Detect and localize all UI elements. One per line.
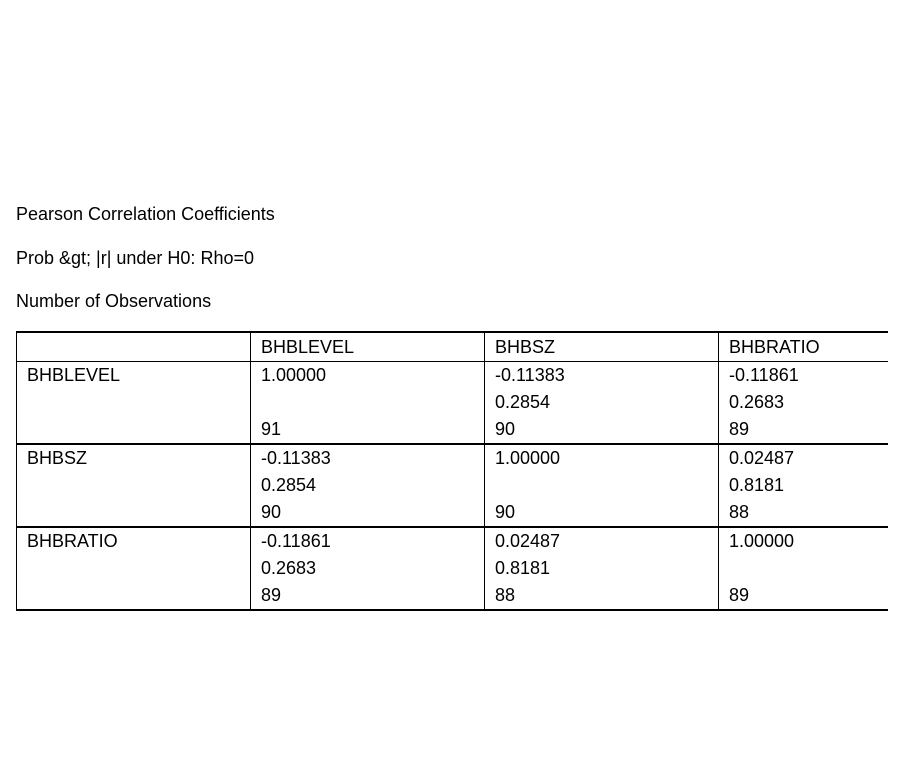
corner-cell [17, 332, 251, 362]
row-label: BHBLEVEL [27, 365, 121, 385]
header-row [17, 332, 888, 362]
p-value: 0.2854 [261, 475, 317, 495]
correlation-value: 1.00000 [495, 448, 561, 468]
row-header-bhblevel [17, 362, 251, 445]
row-header-bhbratio [17, 527, 251, 610]
row-label: BHBSZ [27, 448, 88, 468]
cell-bhblevel-bhbratio [719, 362, 888, 445]
cell-bhbratio-bhblevel [251, 527, 485, 610]
row-label: BHBRATIO [27, 531, 118, 551]
cell-bhbsz-bhbratio [719, 444, 888, 527]
cell-bhblevel-bhbsz [485, 362, 719, 445]
observation-count: 88 [495, 585, 516, 605]
table-row-bhbratio [17, 527, 888, 610]
observation-count: 89 [729, 585, 750, 605]
observation-count: 91 [261, 419, 282, 439]
p-value [485, 472, 718, 499]
cell-bhblevel-bhblevel [251, 362, 485, 445]
column-header-bhblevel: BHBLEVEL [251, 332, 485, 362]
cell-bhbratio-bhbsz [485, 527, 719, 610]
p-value: 0.2854 [495, 392, 551, 412]
correlation-table [16, 331, 888, 611]
row-header-bhbsz [17, 444, 251, 527]
correlation-value: -0.11861 [729, 365, 799, 385]
column-header-bhbratio: BHBRATIO [729, 337, 820, 357]
observation-count: 89 [729, 419, 750, 439]
observation-count: 88 [729, 502, 750, 522]
observations-caption: Number of Observations [16, 291, 212, 311]
cell-bhbsz-bhbsz [485, 444, 719, 527]
correlation-value: 1.00000 [261, 365, 327, 385]
observation-count: 90 [261, 502, 282, 522]
p-value: 0.8181 [495, 558, 551, 578]
correlation-value: 0.02487 [729, 448, 795, 468]
observation-count: 90 [495, 502, 516, 522]
correlation-value: 0.02487 [495, 531, 561, 551]
observation-count: 90 [495, 419, 516, 439]
table-row-bhbsz [17, 444, 888, 527]
p-value: 0.2683 [729, 392, 785, 412]
correlation-value: -0.11383 [495, 365, 565, 385]
p-value: 0.8181 [729, 475, 785, 495]
title-caption: Pearson Correlation Coefficients [16, 204, 275, 224]
cell-bhbsz-bhblevel [251, 444, 485, 527]
column-header-bhbsz: BHBSZ [485, 332, 719, 362]
probability-caption: Prob &gt; |r| under H0: Rho=0 [16, 248, 254, 268]
p-value [251, 389, 484, 416]
correlation-value: -0.11861 [261, 531, 331, 551]
cell-bhbratio-bhbratio [719, 527, 888, 610]
table-row-bhblevel [17, 362, 888, 445]
correlation-value: 1.00000 [729, 531, 795, 551]
p-value [719, 555, 888, 582]
correlation-value: -0.11383 [261, 448, 331, 468]
p-value: 0.2683 [261, 558, 317, 578]
observation-count: 89 [261, 585, 282, 605]
